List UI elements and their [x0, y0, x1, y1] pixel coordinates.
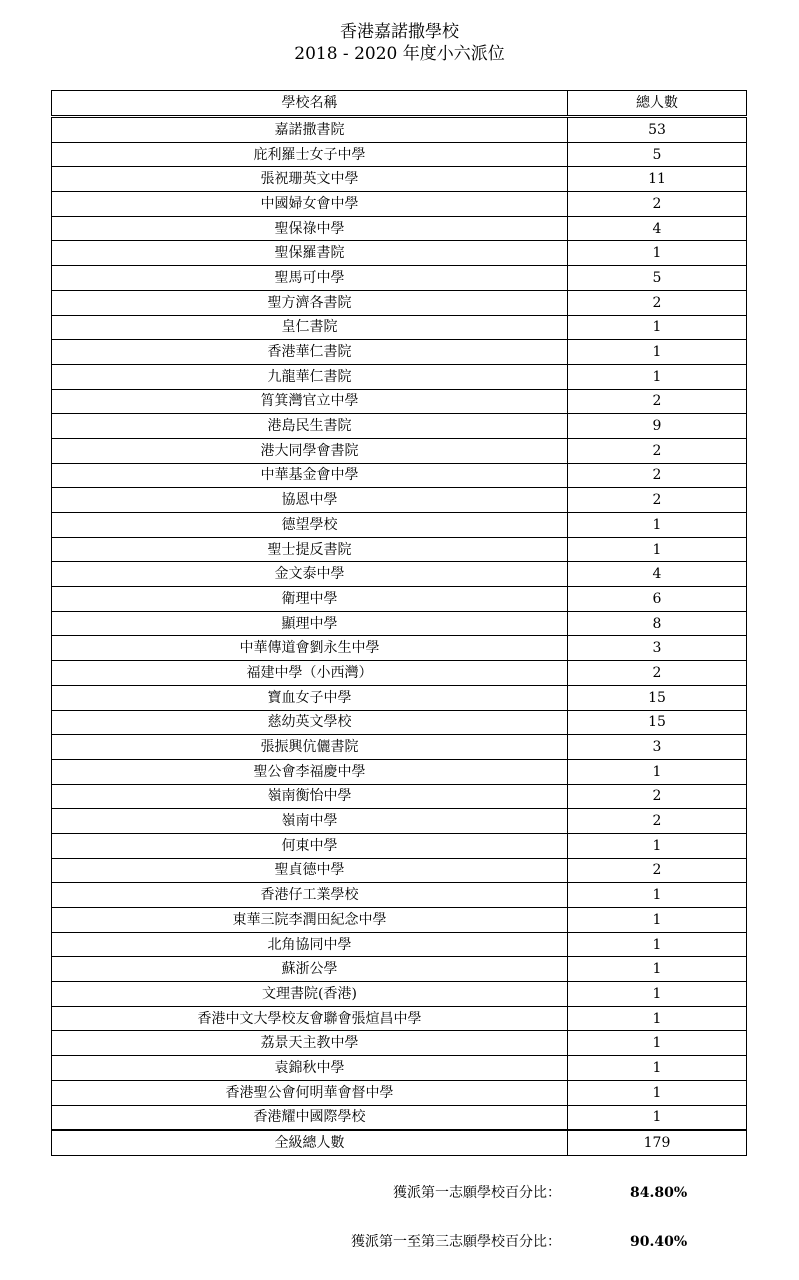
- school-name-cell: 聖保羅書院: [52, 241, 568, 266]
- first-choice-label: 獲派第一志願學校百分比：: [393, 1185, 561, 1201]
- school-name-cell: 衛理中學: [52, 587, 568, 612]
- school-name-cell: 聖士提反書院: [52, 537, 568, 562]
- student-count-cell: 1: [568, 513, 747, 538]
- allocation-subtitle: 2018 - 2020 年度小六派位: [294, 44, 505, 64]
- school-name-cell: 中國婦女會中學: [52, 192, 568, 217]
- table-row: [52, 1031, 747, 1056]
- school-name-cell: 香港耀中國際學校: [52, 1105, 568, 1130]
- student-count-cell: 5: [568, 142, 747, 167]
- table-row: [52, 759, 747, 784]
- student-count-cell: 1: [568, 241, 747, 266]
- school-name-cell: 中華傳道會劉永生中學: [52, 636, 568, 661]
- school-name-cell: 荔景天主教中學: [52, 1031, 568, 1056]
- total-value: 179: [568, 1130, 747, 1155]
- student-count-cell: 1: [568, 932, 747, 957]
- student-count-cell: 4: [568, 216, 747, 241]
- student-count-cell: 2: [568, 389, 747, 414]
- student-count-cell: 2: [568, 809, 747, 834]
- table-row: [52, 685, 747, 710]
- student-count-cell: 5: [568, 266, 747, 291]
- first-choice-value: 84.80%: [630, 1185, 688, 1201]
- student-count-cell: 2: [568, 192, 747, 217]
- student-count-cell: 2: [568, 438, 747, 463]
- table-row: [52, 735, 747, 760]
- table-row: [52, 1006, 747, 1031]
- table-row: [52, 290, 747, 315]
- student-count-cell: 1: [568, 957, 747, 982]
- school-name-cell: 北角協同中學: [52, 932, 568, 957]
- school-name-cell: 金文泰中學: [52, 562, 568, 587]
- school-name-cell: 張祝珊英文中學: [52, 167, 568, 192]
- school-name-cell: 寶血女子中學: [52, 685, 568, 710]
- school-name-cell: 香港仔工業學校: [52, 883, 568, 908]
- school-name-cell: 聖馬可中學: [52, 266, 568, 291]
- school-name-cell: 德望學校: [52, 513, 568, 538]
- table-row: [52, 438, 747, 463]
- student-count-cell: 1: [568, 1056, 747, 1081]
- school-name-cell: 聖公會李福慶中學: [52, 759, 568, 784]
- table-row: [52, 883, 747, 908]
- student-count-cell: 15: [568, 685, 747, 710]
- student-count-cell: 1: [568, 340, 747, 365]
- top3-choice-label: 獲派第一至第三志願學校百分比：: [351, 1234, 561, 1250]
- school-name-cell: 袁錦秋中學: [52, 1056, 568, 1081]
- table-row: [52, 1056, 747, 1081]
- table-row: [52, 463, 747, 488]
- school-name-cell: 何東中學: [52, 833, 568, 858]
- table-row: [52, 784, 747, 809]
- school-name-cell: 協恩中學: [52, 488, 568, 513]
- school-title: 香港嘉諾撒學校: [340, 22, 459, 42]
- school-name-cell: 聖保祿中學: [52, 216, 568, 241]
- table-row: [52, 167, 747, 192]
- table-row: [52, 513, 747, 538]
- student-count-cell: 1: [568, 1080, 747, 1105]
- table-row: [52, 340, 747, 365]
- student-count-cell: 11: [568, 167, 747, 192]
- school-name-cell: 筲箕灣官立中學: [52, 389, 568, 414]
- student-count-cell: 3: [568, 636, 747, 661]
- student-count-cell: 53: [568, 117, 747, 143]
- student-count-cell: 4: [568, 562, 747, 587]
- table-row: [52, 710, 747, 735]
- school-name-cell: 九龍華仁書院: [52, 364, 568, 389]
- student-count-cell: 2: [568, 858, 747, 883]
- table-row: [52, 241, 747, 266]
- school-name-cell: 福建中學（小西灣）: [52, 661, 568, 686]
- top3-choice-value: 90.40%: [630, 1234, 688, 1250]
- school-name-cell: 張振興伉儷書院: [52, 735, 568, 760]
- student-count-cell: 2: [568, 463, 747, 488]
- student-count-cell: 1: [568, 315, 747, 340]
- table-row: [52, 858, 747, 883]
- table-header-row: [52, 91, 747, 117]
- table-row: [52, 982, 747, 1007]
- school-name-cell: 港大同學會書院: [52, 438, 568, 463]
- student-count-cell: 2: [568, 784, 747, 809]
- school-name-cell: 嶺南衡怡中學: [52, 784, 568, 809]
- school-name-cell: 香港華仁書院: [52, 340, 568, 365]
- table-row: [52, 932, 747, 957]
- student-count-cell: 9: [568, 414, 747, 439]
- table-row: [52, 809, 747, 834]
- student-count-cell: 1: [568, 1031, 747, 1056]
- school-name-cell: 香港中文大學校友會聯會張煊昌中學: [52, 1006, 568, 1031]
- table-row: [52, 908, 747, 933]
- table-body: [52, 117, 747, 1131]
- table-row: [52, 636, 747, 661]
- student-count-cell: 1: [568, 982, 747, 1007]
- student-count-cell: 1: [568, 883, 747, 908]
- table-row: [52, 117, 747, 143]
- school-name-cell: 皇仁書院: [52, 315, 568, 340]
- student-count-cell: 1: [568, 537, 747, 562]
- allocation-table: [51, 90, 747, 1156]
- student-count-cell: 2: [568, 661, 747, 686]
- table-row: [52, 315, 747, 340]
- school-name-cell: 慈幼英文學校: [52, 710, 568, 735]
- table-row: [52, 1080, 747, 1105]
- student-count-cell: 1: [568, 364, 747, 389]
- student-count-cell: 3: [568, 735, 747, 760]
- school-name-cell: 文理書院(香港): [52, 982, 568, 1007]
- student-count-cell: 2: [568, 488, 747, 513]
- school-name-cell: 聖貞德中學: [52, 858, 568, 883]
- school-name-cell: 嶺南中學: [52, 809, 568, 834]
- table-row: [52, 488, 747, 513]
- table-row: [52, 611, 747, 636]
- table-row: [52, 957, 747, 982]
- student-count-cell: 2: [568, 290, 747, 315]
- school-name-cell: 港島民生書院: [52, 414, 568, 439]
- total-label: 全級總人數: [52, 1130, 568, 1155]
- table-row: [52, 266, 747, 291]
- table-row: [52, 562, 747, 587]
- school-name-cell: 蘇浙公學: [52, 957, 568, 982]
- student-count-cell: 1: [568, 1105, 747, 1130]
- school-name-cell: 嘉諾撒書院: [52, 117, 568, 143]
- total-row: [52, 1130, 747, 1155]
- school-name-cell: 庇利羅士女子中學: [52, 142, 568, 167]
- table-row: [52, 142, 747, 167]
- student-count-cell: 1: [568, 908, 747, 933]
- table-row: [52, 1105, 747, 1130]
- student-count-cell: 1: [568, 1006, 747, 1031]
- student-count-cell: 6: [568, 587, 747, 612]
- student-count-cell: 15: [568, 710, 747, 735]
- table-row: [52, 414, 747, 439]
- table-row: [52, 587, 747, 612]
- table-row: [52, 537, 747, 562]
- column-header-count: 總人數: [568, 91, 747, 117]
- school-name-cell: 東華三院李潤田紀念中學: [52, 908, 568, 933]
- table-row: [52, 389, 747, 414]
- column-header-school: 學校名稱: [52, 91, 568, 117]
- student-count-cell: 8: [568, 611, 747, 636]
- table-row: [52, 833, 747, 858]
- school-name-cell: 聖方濟各書院: [52, 290, 568, 315]
- table-row: [52, 216, 747, 241]
- school-name-cell: 顯理中學: [52, 611, 568, 636]
- school-name-cell: 香港聖公會何明華會督中學: [52, 1080, 568, 1105]
- table-row: [52, 661, 747, 686]
- student-count-cell: 1: [568, 833, 747, 858]
- table-row: [52, 192, 747, 217]
- school-name-cell: 中華基金會中學: [52, 463, 568, 488]
- student-count-cell: 1: [568, 759, 747, 784]
- table-row: [52, 364, 747, 389]
